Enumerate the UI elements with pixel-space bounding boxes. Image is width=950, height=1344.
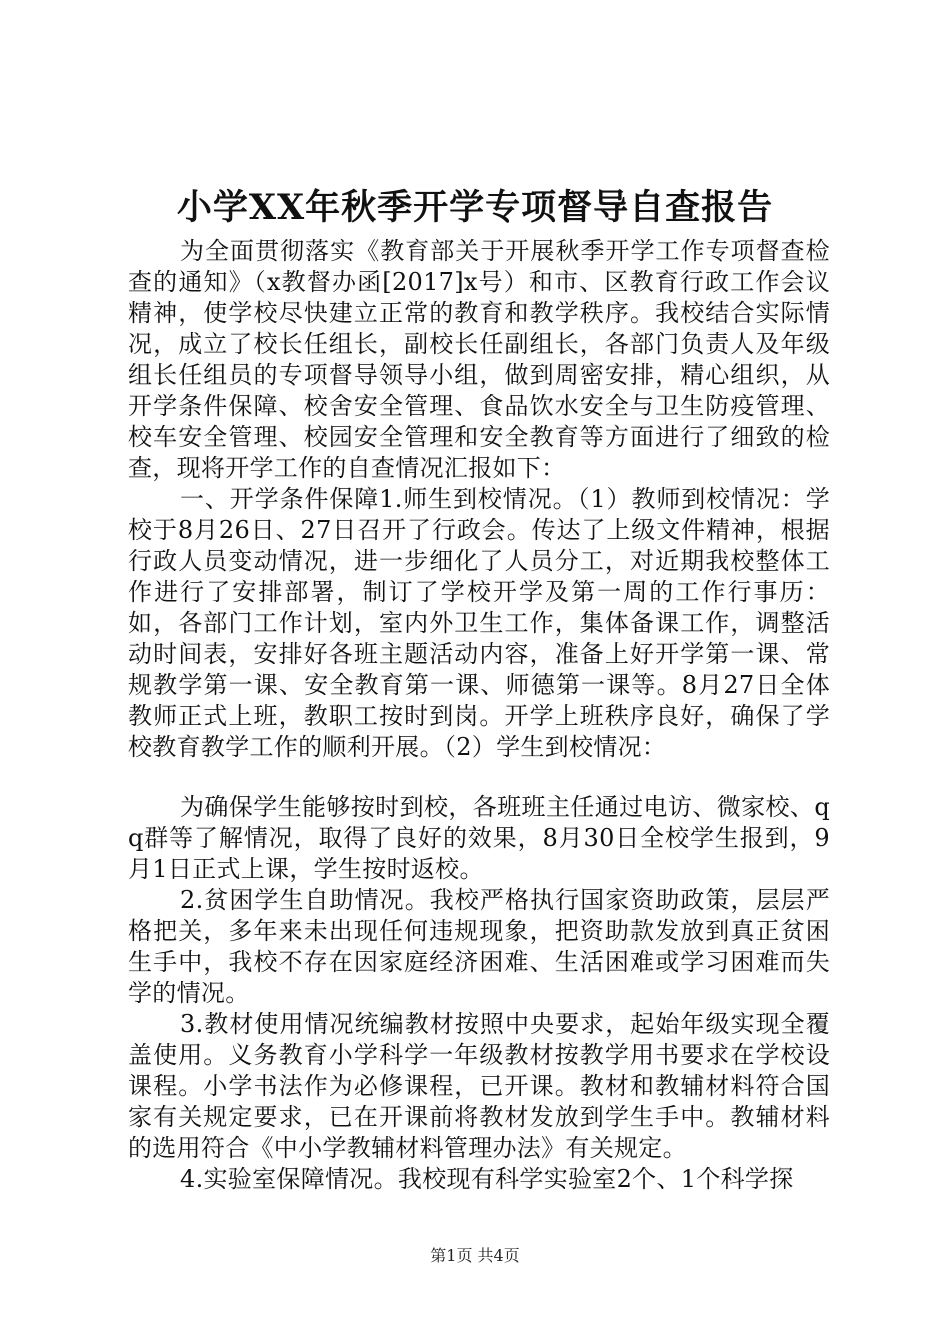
paragraph-laboratory: 4.实验室保障情况。我校现有科学实验室2个、1个科学探 bbox=[180, 1165, 794, 1193]
paragraph-section-1: 一、开学条件保障1.师生到校情况。（1）教师到校情况：学校于8月26日、27日召开了行政会。传达了上级文件精神，根据行政人员变动情况，进一步细化了人员分工，对近期我校整体工作进行了安排部署，制订了学校开学及第一周的工作行事历：如，各部门工作计划，室内外卫生工作，集体备课工作，调整活动时间表，安排好各班主题活动内容，准备上好开学第一课、常规教学第一课、安全教育第一课、师德第一课等。8月27日全体教师正式上班，教职工按时到岗。开学上班秩序良好，确保了学校教育教学工作的顺利开展。（2）学生到校情况： bbox=[128, 485, 830, 761]
document-title: 小学XX年秋季开学专项督导自查报告 bbox=[176, 187, 774, 228]
page-number-footer: 第1页 共4页 bbox=[430, 1246, 520, 1265]
paragraph-intro: 为全面贯彻落实《教育部关于开展秋季开学工作专项督查检查的通知》（x教督办函[2017]x号）和市、区教育行政工作会议精神，使学校尽快建立正常的教育和教学秩序。我校结合实际情况，成立了校长任组长，副校长任副组长，各部门负责人及年级组长任组员的专项督导领导小组，做到周密安排，精心组织，从开学条件保障、校舍安全管理、食品饮水安全与卫生防疫管理、校车安全管理、校园安全管理和安全教育等方面进行了细致的检查，现将开学工作的自查情况汇报如下： bbox=[128, 237, 830, 482]
paragraph-poor-students: 2.贫困学生自助情况。我校严格执行国家资助政策，层层严格把关，多年来未出现任何违规现象，把资助款发放到真正贫困生手中，我校不存在因家庭经济困难、生活困难或学习困难而失学的情况。 bbox=[128, 886, 830, 1007]
paragraph-textbooks: 3.教材使用情况统编教材按照中央要求，起始年级实现全覆盖使用。义务教育小学科学一年级教材按教学用书要求在学校设课程。小学书法作为必修课程，已开课。教材和教辅材料符合国家有关规定要求，已在开课前将教材发放到学生手中。教辅材料的选用符合《中小学教辅材料管理办法》有关规定。 bbox=[128, 1010, 830, 1162]
paragraph-student-arrival: 为确保学生能够按时到校，各班班主任通过电访、微家校、qq群等了解情况，取得了良好的效果，8月30日全校学生报到，9月1日正式上课，学生按时返校。 bbox=[128, 793, 830, 883]
document-body bbox=[128, 236, 830, 1195]
